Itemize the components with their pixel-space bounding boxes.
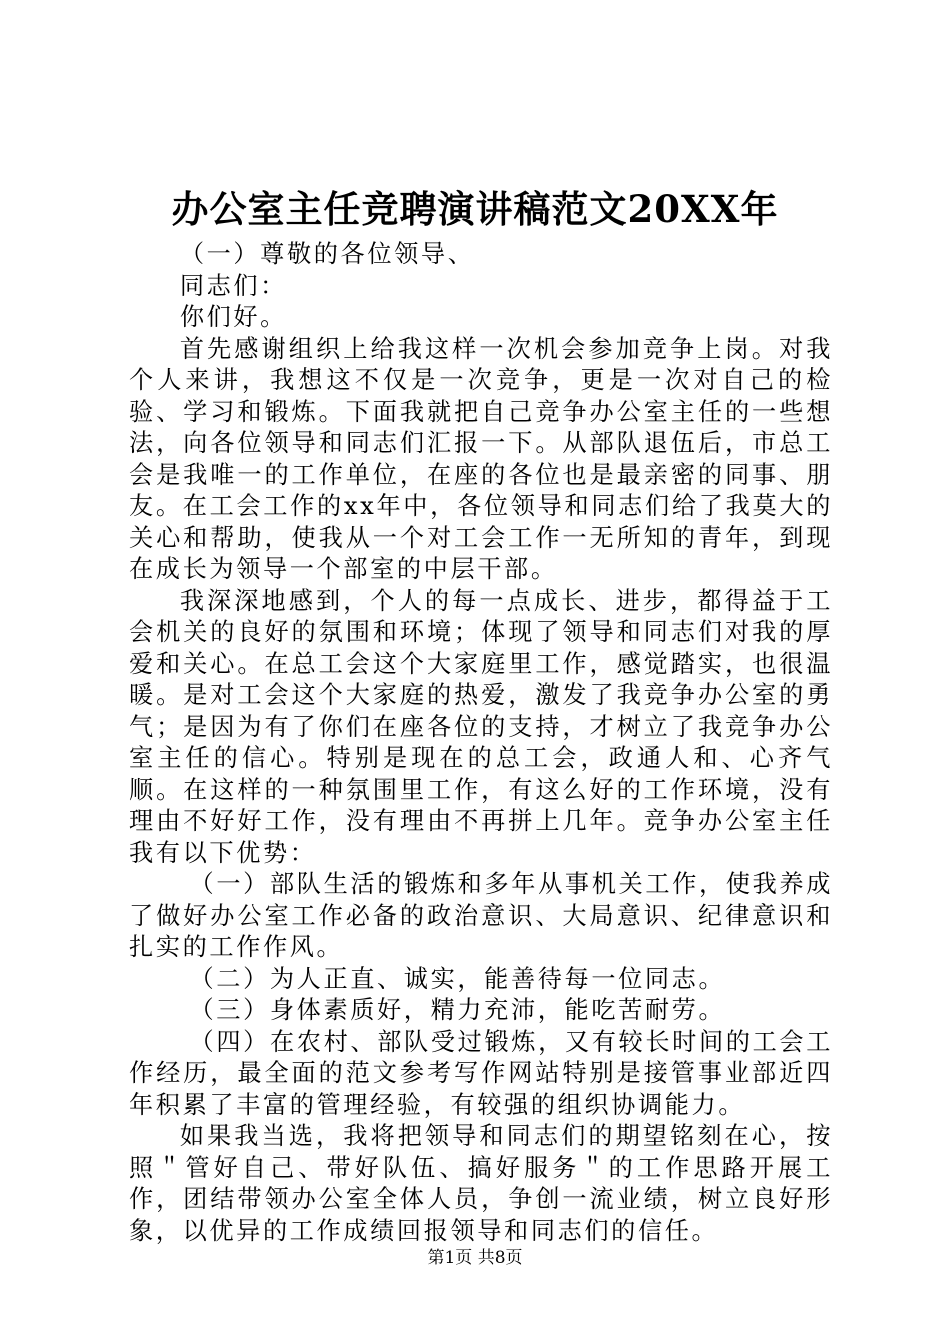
advantage-item-3: （三）身体素质好，精力充沛，能吃苦耐劳。 [189, 996, 726, 1024]
paragraph-reflection: 我深深地感到，个人的每一点成长、进步，都得益于工会机关的良好的氛围和环境；体现了领导和同志们对我的厚爱和关心。在总工会这个大家庭里工作，感觉踏实，也很温暖。是对工会这个大家庭的热爱，激发了我竞争办公室的勇气；是因为有了你们在座各位的支持，才树立了我竞争办公室主任的信心。特别是现在的总工会，政通人和、心齐气顺。在这样的一种氛围里工作，有这么好的工作环境，没有理由不好好工作，没有理由不再拼上几年。竞争办公室主任我有以下优势： [129, 586, 833, 867]
document-title: 办公室主任竞聘演讲稿范文20XX年 [171, 187, 779, 231]
salutation-line-2: 同志们： [179, 271, 287, 300]
greeting: 你们好。 [179, 303, 287, 331]
advantage-item-4: （四）在农村、部队受过锻炼，又有较长时间的工会工作经历，最全面的范文参考写作网站特别是接管事业部近四年积累了丰富的管理经验，有较强的组织协调能力。 [129, 1027, 833, 1119]
advantage-item-2: （二）为人正直、诚实，能善待每一位同志。 [189, 964, 726, 993]
paragraph-intro: 首先感谢组织上给我这样一次机会参加竞争上岗。对我个人来讲，我想这不仅是一次竞争，更是一次对自己的检验、学习和锻炼。下面我就把自己竞争办公室主任的一些想法，向各位领导和同志们汇报一下。从部队退伍后，市总工会是我唯一的工作单位，在座的各位也是最亲密的同事、朋友。在工会工作的xx年中，各位领导和同志们给了我莫大的关心和帮助，使我从一个对工会工作一无所知的青年，到现在成长为领导一个部室的中层干部。 [129, 334, 833, 583]
page-number-footer: 第1页 共8页 [427, 1248, 523, 1268]
paragraph-conclusion: 如果我当选，我将把领导和同志们的期望铭刻在心，按照＂管好自己、带好队伍、搞好服务＂的工作思路开展工作，团结带领办公室全体人员，争创一流业绩，树立良好形象，以优异的工作成绩回报领导和同志们的信任。 [129, 1122, 833, 1245]
salutation-line-1: （一）尊敬的各位领导、 [179, 240, 475, 268]
advantage-item-1: （一）部队生活的锻炼和多年从事机关工作，使我养成了做好办公室工作必备的政治意识、大局意识、纪律意识和扎实的工作作风。 [129, 870, 833, 961]
document-body [129, 239, 833, 1247]
